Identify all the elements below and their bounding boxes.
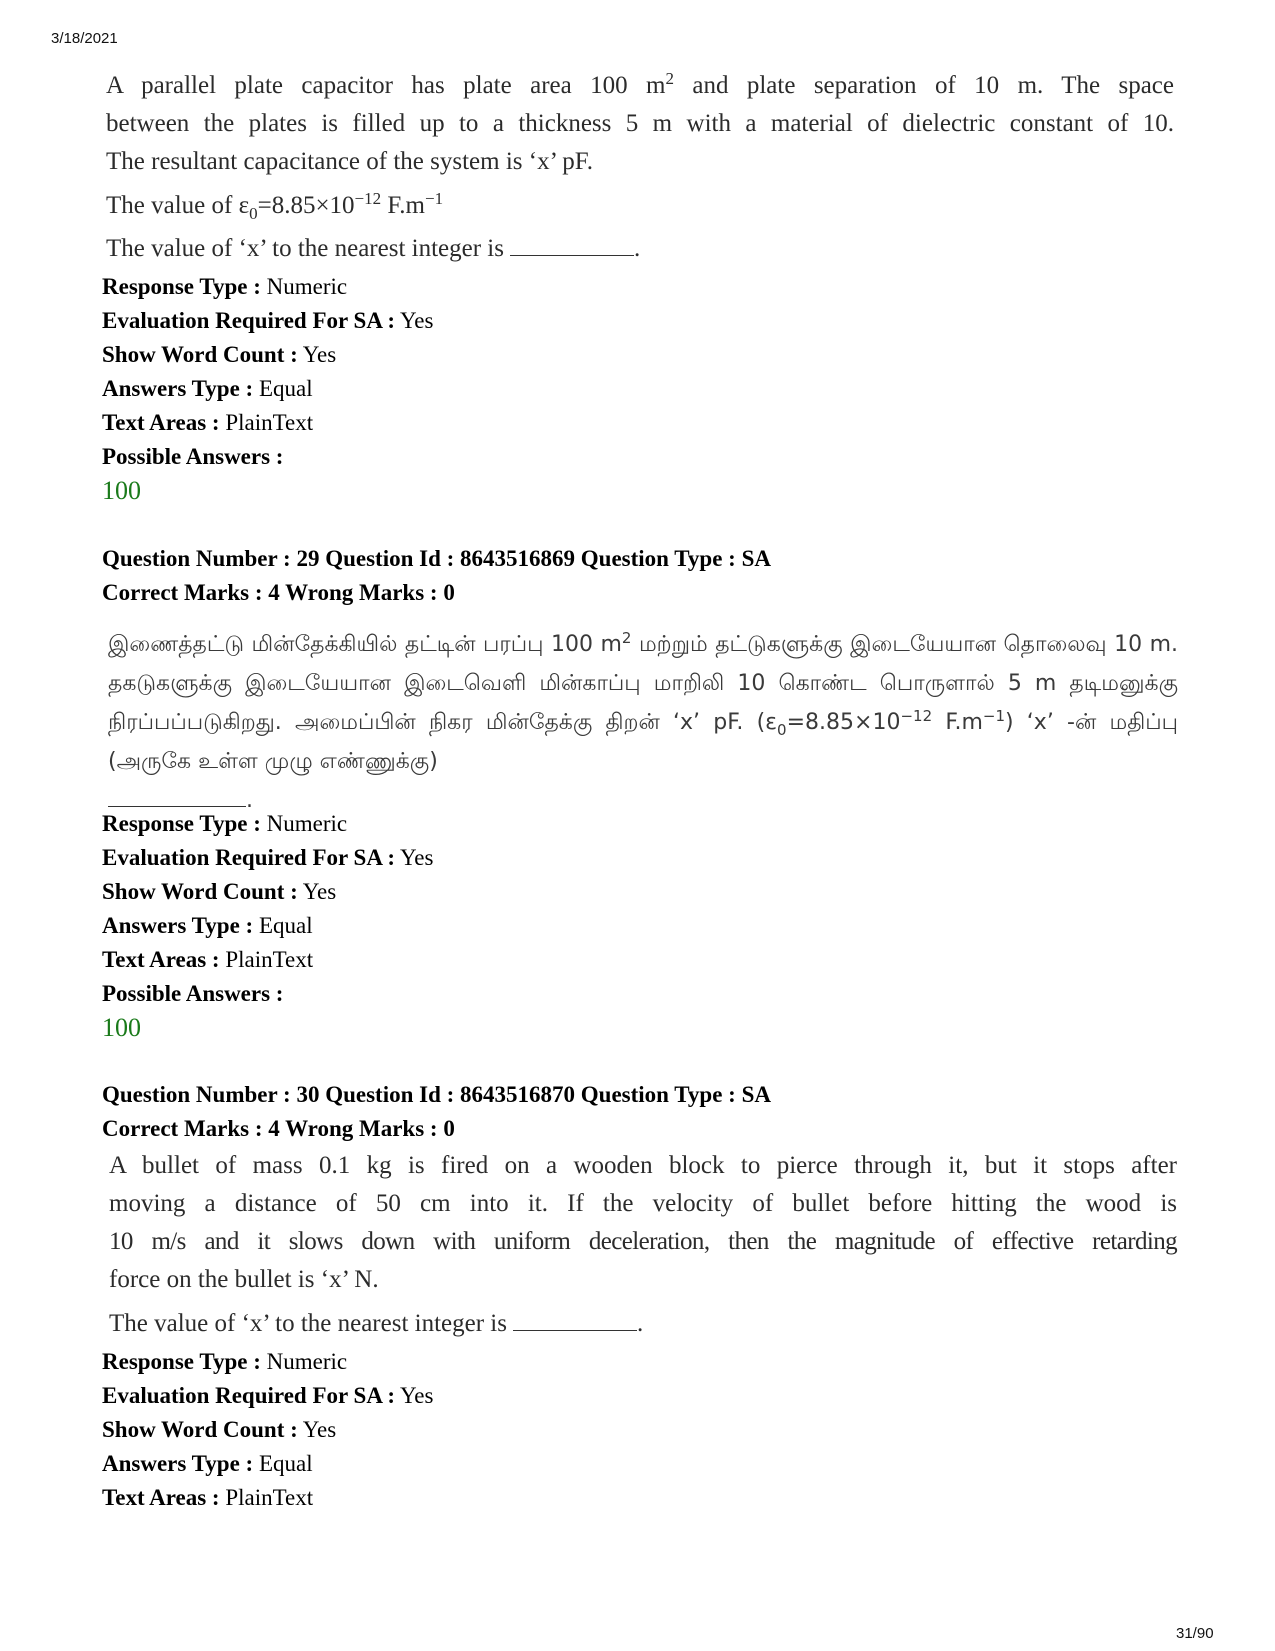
q28-stem-line-3: The resultant capacitance of the system is ‘x’ pF. bbox=[106, 148, 593, 175]
q30-stem-line-1: A bullet of mass 0.1 kg is fired on a wooden block to pierce through it, but it stops after bbox=[109, 1152, 1177, 1179]
possible-answers-row: Possible Answers : bbox=[102, 981, 284, 1006]
q28-stem-line-1: A parallel plate capacitor has plate area 100 $m^2$ and plate separation of 10 m. The space bbox=[106, 69, 1174, 99]
possible-answers-row: Possible Answers : bbox=[102, 444, 284, 469]
q30-stem-line-2: moving a distance of 50 cm into it. If the velocity of bullet before hitting the wood is bbox=[109, 1190, 1177, 1217]
page-number: 31/90 bbox=[1176, 1625, 1214, 1642]
evaluation-row: Evaluation Required For SA : Yes bbox=[102, 845, 434, 870]
possible-answer-value: 100 bbox=[102, 1013, 141, 1042]
possible-answer-value: 100 bbox=[102, 476, 141, 505]
response-type-row: Response Type : Numeric bbox=[102, 811, 348, 836]
response-type-row: Response Type : Numeric bbox=[102, 1349, 348, 1374]
q30-question-info: Question Number : 30 Question Id : 8643516870 Question Type : SA bbox=[102, 1082, 771, 1107]
print-date: 3/18/2021 bbox=[51, 30, 118, 47]
answers-type-row: Answers Type : Equal bbox=[102, 376, 313, 401]
evaluation-row: Evaluation Required For SA : Yes bbox=[102, 308, 434, 333]
q28-metadata bbox=[102, 270, 433, 508]
answer-blank bbox=[513, 1330, 637, 1331]
q30-stem-line-4: force on the bullet is ‘x’ N. bbox=[109, 1266, 379, 1293]
q30-header bbox=[102, 1078, 771, 1146]
word-count-row: Show Word Count : Yes bbox=[102, 1417, 337, 1442]
text-areas-row: Text Areas : PlainText bbox=[102, 410, 314, 435]
word-count-row: Show Word Count : Yes bbox=[102, 879, 337, 904]
q30-stem-line-3: 10 m/s and it slows down with uniform deceleration, then the magnitude of effective retarding bbox=[109, 1228, 1177, 1255]
q29-marks: Correct Marks : 4 Wrong Marks : 0 bbox=[102, 580, 455, 605]
q28-epsilon-line: The value of $\varepsilon_0=8.85\times 10^{-12}$ $F.m^{-1}$ bbox=[106, 189, 444, 223]
q29-metadata bbox=[102, 807, 433, 1045]
text-areas-row: Text Areas : PlainText bbox=[102, 947, 314, 972]
q30-question-image bbox=[109, 1147, 1177, 1343]
q29-question-info: Question Number : 29 Question Id : 8643516869 Question Type : SA bbox=[102, 546, 771, 571]
q28-stem-line-2: between the plates is filled up to a thickness 5 m with a material of dielectric constant of 10. bbox=[106, 110, 1174, 137]
answers-type-row: Answers Type : Equal bbox=[102, 1451, 313, 1476]
q29-blank-line: . bbox=[108, 781, 1178, 820]
q28-ask-line: The value of ‘x’ to the nearest integer is . bbox=[106, 235, 641, 262]
q30-ask-line: The value of ‘x’ to the nearest integer is . bbox=[109, 1310, 644, 1337]
text-areas-row: Text Areas : PlainText bbox=[102, 1485, 314, 1510]
answers-type-row: Answers Type : Equal bbox=[102, 913, 313, 938]
q29-tamil-stem: இணைத்தட்டு மின்தேக்கியில் தட்டின் பரப்பு 100 $m^2$ மற்றும் தட்டுகளுக்கு இடையேயான தொலைவு 10 m. தகடுகளுக்கு இடையேயான இடைவெளி மின்காப்பு மாறிலி 10 கொண்ட பொருளால் 5 m தடிமனுக்கு நிரப்பப்படுகிறது. அமைப்பின் நிகர மின்தேக்கு திறன் ‘x’ pF. ($\varepsilon_0=8.85\times 10^{-12}$ $F.m^{-1}$) ‘x’ -ன் மதிப்பு (அருகே உள்ள முழு எண்ணுக்கு) bbox=[108, 629, 1178, 774]
q29-header bbox=[102, 542, 771, 610]
answer-blank bbox=[510, 255, 634, 256]
evaluation-row: Evaluation Required For SA : Yes bbox=[102, 1383, 434, 1408]
response-type-row: Response Type : Numeric bbox=[102, 274, 348, 299]
q28-question-image bbox=[106, 67, 1174, 268]
word-count-row: Show Word Count : Yes bbox=[102, 342, 337, 367]
q30-marks: Correct Marks : 4 Wrong Marks : 0 bbox=[102, 1116, 455, 1141]
q29-question-image bbox=[108, 625, 1178, 820]
q30-metadata bbox=[102, 1345, 433, 1515]
